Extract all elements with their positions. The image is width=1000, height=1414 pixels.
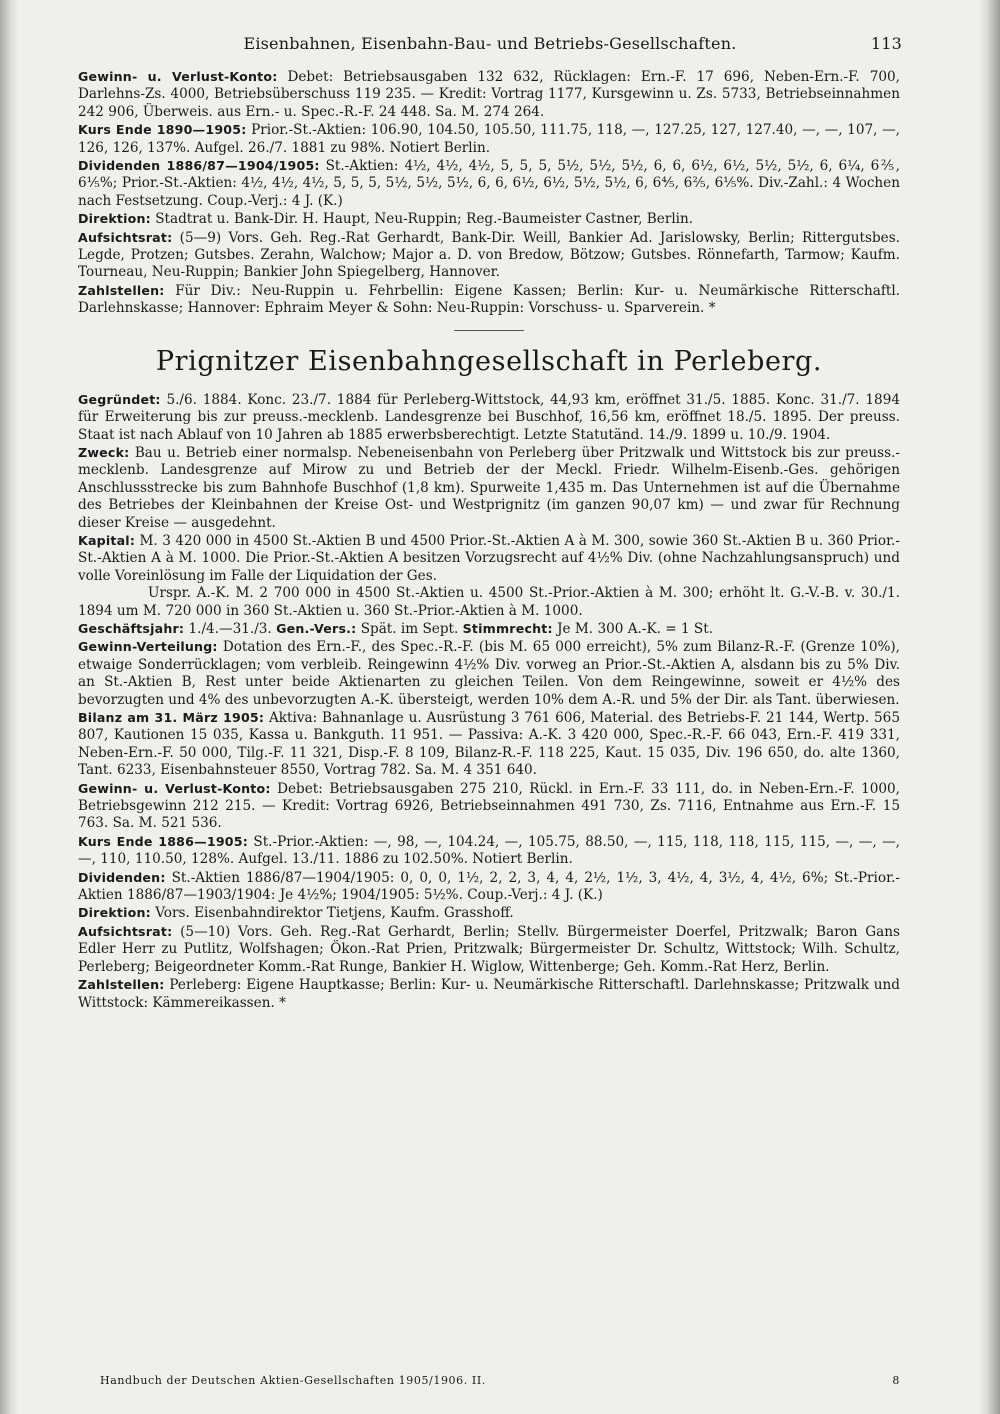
gen-vers-label: Gen.-Vers.:: [276, 620, 357, 636]
footer-signature-mark: 8: [892, 1374, 900, 1387]
direktion-label: Direktion:: [78, 905, 151, 921]
page-gutter-right: [978, 0, 1000, 1414]
gegruendet-label: Gegründet:: [78, 391, 161, 407]
dividenden-text: St.-Aktien 1886/87—1904/1905: 0, 0, 0, 1½, 2, 2, 3, 4, 4, 2½, 1½, 3, 4½, 4, 3½, 4, 4½, 6%; St.-Prior.-Aktien 1886/87—1903/1904: Je 4½%; 1904/1905: 5½%. Coup.-Verj.: 4 J. (K.): [78, 869, 900, 904]
prev-gewinn-label: Gewinn- u. Verlust-Konto:: [78, 69, 278, 84]
bilanz-text: Aktiva: Bahnanlage u. Ausrüstung 3 761 606, Material. des Betriebs-F. 21 144, Wertp. 565 807, Kautionen 15 035, Kassa u. Bankguth. 11 951. — Passiva: A.-K. 3 420 000, Spec.-R.-F. 66 043, Ern.-F. 419 331, Neben-Ern.-F. 50 000, Tilg.-F. 11 321, Disp.-F. 8 109, Bilanz-R.-F. 118 225, Kaut. 15 035, Div. 196 650, do. alte 1360, Tant. 6233, Eisenbahnsteuer 8550, Vortrag 782. Sa. M. 4 351 640.: [78, 710, 900, 779]
gewinn-verteilung-text: Dotation des Ern.-F., des Spec.-R.-F. (bis M. 65 000 erreicht), 5% zum Bilanz-R.-F. (Grenze 10%), etwaige Sonderrücklagen; vom verbleib. Reingewinn 4½% Div. vorweg an Prior.-St.-Aktien A, alsdann bis zu 5% Div. an St.-Aktien B, Rest unter beide Aktienarten zu gleichen Teilen. Von dem Reingewinne, soweit er 4½% des bevorzugten und 4% des unbevorzugten A.-K. übersteigt, werden 10% dem A.-R. und 5% der Dir. als Tant. überwiesen.: [78, 639, 901, 708]
prev-dividenden-entry: [78, 157, 900, 210]
gewinn-verteilung-label: Gewinn-Verteilung:: [78, 639, 218, 655]
prev-direktion-entry: [78, 210, 900, 228]
gen-vers-text: Spät. im Sept.: [360, 620, 459, 637]
bilanz-label: Bilanz am 31. März 1905:: [78, 710, 265, 725]
prev-dividenden-label: Dividenden 1886/87—1904/1905:: [78, 158, 320, 174]
zweck-text: Bau u. Betrieb einer normalsp. Nebeneisenbahn von Perleberg über Pritzwalk und Wittstock bis zur preuss.-mecklenb. Landesgrenze auf Mirow zu und Betrieb der der Meckl. Friedr. Wilhelm-Eisenb.-Ges. gehörigen Anschlussstrecke bis zum Bahnhofe Buschhof (1,8 km). Spurweite 1,435 m. Das Unternehmen ist auf die Übernahme des Betriebes der Kleinbahnen der Kreise Ost- und Westprignitz (im ganzen 90,07 km) — und zwar für Rechnung dieser Kreise — ausgedehnt.: [78, 444, 900, 531]
prev-aufsichtsrat-text: (5—9) Vors. Geh. Reg.-Rat Gerhardt, Bank-Dir. Weill, Bankier Ad. Jarislowsky, Berlin; Rittergutsbes. Legde, Protzen; Gutsbes. Zerahn, Walchow; Major a. D. von Bredow, Bötzow; Gutsbes. Rönnefarth, Tarmow; Kaufm. Tourneau, Neu-Ruppin; Bankier John Spiegelberg, Hannover.: [78, 229, 901, 281]
stimmrecht-label: Stimmrecht:: [462, 620, 553, 636]
prev-dividenden-text: St.-Aktien: 4½, 4½, 4½, 5, 5, 5, 5½, 5½, 5½, 6, 6, 6½, 6½, 5½, 5½, 6, 6¼, 6⅖, 6⅕%; Prior.-St.-Aktien: 4½, 4½, 4½, 5, 5, 5, 5½, 5½, 5½, 6, 6, 6½, 6½, 5½, 5½, 6, 6⅘, 6⅖, 6⅕%. Div.-Zahl.: 4 Wochen nach Festsetzung. Coup.-Verj.: 4 J. (K.): [78, 158, 900, 209]
zahlstellen-label: Zahlstellen:: [78, 977, 165, 993]
aufsichtsrat-text: (5—10) Vors. Geh. Reg.-Rat Gerhardt, Berlin; Stellv. Bürgermeister Doerfel, Pritzwalk; Baron Gans Edler Herr zu Putlitz, Wolfshagen; Ökon.-Rat Prien, Pritzwalk; Bürgermeister Dr. Schultz, Wittstock; Wilh. Schultz, Perleberg; Beigeordneter Komm.-Rat Runge, Bankier H. Wiglow, Wittenberge; Geh. Komm.-Rat Herz, Berlin.: [78, 923, 900, 975]
aufsichtsrat-entry: [78, 923, 900, 976]
prev-gewinn-entry: [78, 68, 900, 121]
prev-zahlstellen-text: Für Div.: Neu-Ruppin u. Fehrbellin: Eigene Kassen; Berlin: Kur- u. Neumärkische Ritterschaftl. Darlehnskasse; Hannover: Ephraim Meyer & Sohn: Neu-Ruppin: Vorschuss- u. Sparverein. *: [78, 282, 900, 317]
running-title: Eisenbahnen, Eisenbahn-Bau- und Betriebs-Gesellschaften.: [243, 34, 737, 53]
page-footer: [100, 1374, 900, 1387]
section-divider: [454, 330, 524, 331]
guv-entry: [78, 780, 900, 833]
direktion-entry: [78, 904, 900, 922]
kurs-label: Kurs Ende 1886—1905:: [78, 833, 248, 849]
guv-text: Debet: Betriebsausgaben 275 210, Rückl. in Ern.-F. 33 111, do. in Neben-Ern.-F. 1000, Betriebsgewinn 212 215. — Kredit: Vortrag 6926, Betriebseinnahmen 491 730, Zs. 7116, Entnahme aus Ern.-F. 15 763. Sa. M. 521 536.: [78, 780, 901, 832]
kurs-entry: [78, 833, 900, 869]
gegruendet-entry: [78, 391, 900, 444]
zahlstellen-entry: [78, 976, 900, 1012]
footer-book-title: Handbuch der Deutschen Aktien-Gesellschaften 1905/1906. II.: [100, 1374, 486, 1387]
geschaeftsjahr-text: 1./4.—31./3.: [188, 620, 272, 637]
geschaeftsjahr-entry: [78, 620, 900, 638]
prev-direktion-text: Stadtrat u. Bank-Dir. H. Haupt, Neu-Ruppin; Reg.-Baumeister Castner, Berlin.: [155, 211, 694, 228]
geschaeftsjahr-label: Geschäftsjahr:: [78, 620, 185, 636]
prev-kurs-label: Kurs Ende 1890—1905:: [78, 122, 247, 138]
zahlstellen-text: Perleberg: Eigene Hauptkasse; Berlin: Kur- u. Neumärkische Ritterschaftl. Darlehnskasse; Pritzwalk und Wittstock: Kämmereikassen. *: [78, 977, 900, 1011]
prev-gewinn-text: Debet: Betriebsausgaben 132 632, Rücklagen: Ern.-F. 17 696, Neben-Ern.-F. 700, Darlehns-Zs. 4000, Betriebsüberschuss 119 235. — Kredit: Vortrag 1177, Kursgewinn u. Zs. 5733, Betriebseinnahmen 242 906, Überweis. aus Ern.- u. Spec.-R.-F. 24 448. Sa. M. 274 264.: [78, 69, 900, 120]
prev-aufsichtsrat-entry: [78, 229, 900, 282]
urspr-kapital-entry: [78, 585, 900, 620]
prev-kurs-entry: [78, 121, 900, 157]
direktion-text: Vors. Eisenbahndirektor Tietjens, Kaufm. Grasshoff.: [155, 905, 514, 922]
stimmrecht-text: Je M. 300 A.-K. = 1 St.: [557, 620, 714, 637]
dividenden-label: Dividenden:: [78, 869, 166, 885]
kurs-text: St.-Prior.-Aktien: —, 98, —, 104.24, —, 105.75, 88.50, —, 115, 118, 118, 115, 115, —, —, —, —, 110, 110.50, 128%. Aufgel. 13./11. 1886 zu 102.50%. Notiert Berlin.: [78, 833, 900, 868]
prev-kurs-text: Prior.-St.-Aktien: 106.90, 104.50, 105.50, 111.75, 118, —, 127.25, 127, 127.40, —, —, 107, —, 126, 126, 137%. Aufgel. 26./7. 1881 zu 98%. Notiert Berlin.: [78, 122, 900, 156]
guv-label: Gewinn- u. Verlust-Konto:: [78, 780, 271, 796]
prev-zahlstellen-entry: [78, 282, 900, 318]
prev-aufsichtsrat-label: Aufsichtsrat:: [78, 229, 173, 245]
zweck-label: Zweck:: [78, 444, 130, 460]
urspr-kapital-text: Urspr. A.-K. M. 2 700 000 in 4500 St.-Aktien u. 4500 St.-Prior.-Aktien à M. 300; erhöht lt. G.-V.-B. v. 30./1. 1894 um M. 720 000 in 360 St.-Aktien u. 360 St.-Prior.-Aktien à M. 1000.: [78, 585, 900, 619]
prev-direktion-label: Direktion:: [78, 211, 151, 227]
page-number: 113: [870, 34, 902, 53]
dividenden-entry: [78, 869, 900, 905]
running-head: [78, 34, 902, 53]
kapital-entry: [78, 532, 900, 585]
gegruendet-text: 5./6. 1884. Konc. 23./7. 1884 für Perleberg-Wittstock, 44,93 km, eröffnet 31./5. 1885. Konc. 31./7. 1894 für Erweiterung bis zur preuss.-mecklenb. Landesgrenze bei Buschhof, 16,56 km, eröffnet 18./5. 1895. Der preuss. Staat ist nach Ablauf von 10 Jahren ab 1885 erwerbsberechtigt. Letzte Statutänd. 14./9. 1899 u. 10./9. 1904.: [78, 391, 900, 443]
prev-zahlstellen-label: Zahlstellen:: [78, 282, 165, 298]
kapital-text: M. 3 420 000 in 4500 St.-Aktien B und 4500 Prior.-St.-Aktien A à M. 300, sowie 360 St.-Aktien B u. 360 Prior.-St.-Aktien A à M. 1000. Die Prior.-St.-Aktien A besitzen Vorzugsrecht auf 4½% Div. (ohne Nachzahlungsanspruch) und volle Voreinlösung im Falle der Liquidation der Ges.: [78, 532, 900, 584]
page-gutter-left: [0, 0, 18, 1414]
bilanz-entry: [78, 709, 900, 780]
zweck-entry: [78, 444, 900, 532]
gewinn-verteilung-entry: [78, 638, 900, 709]
page-content: [78, 68, 900, 1012]
aufsichtsrat-label: Aufsichtsrat:: [78, 923, 173, 939]
kapital-label: Kapital:: [78, 532, 136, 548]
company-title: Prignitzer Eisenbahngesellschaft in Perleberg.: [155, 345, 823, 377]
